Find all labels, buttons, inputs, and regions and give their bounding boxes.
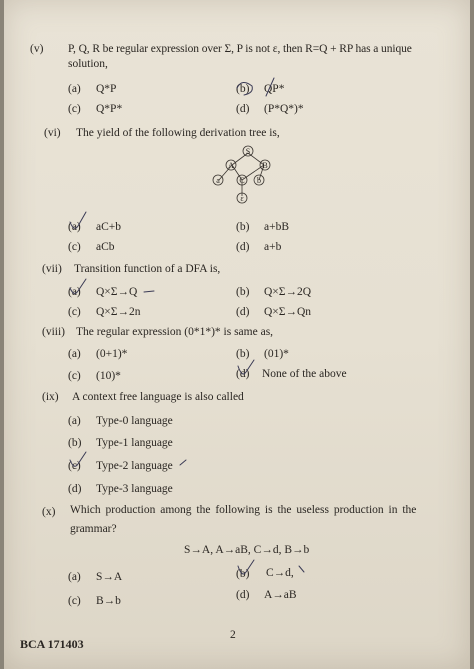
option-label: (d) — [236, 103, 250, 115]
exam-page — [4, 0, 470, 669]
option-text: None of the above — [262, 368, 347, 380]
option-text: Type-3 language — [96, 483, 173, 495]
option-label: (b) — [236, 568, 250, 580]
option-label: (a) — [68, 348, 81, 360]
tree-node-c: C — [239, 176, 245, 185]
question-number: (v) — [30, 43, 44, 55]
tree-leaf-a: a — [216, 176, 220, 185]
option-label: (b) — [236, 221, 250, 233]
option-text: a+bB — [264, 221, 290, 233]
option-label: (b) — [68, 437, 82, 449]
option-label: (d) — [68, 483, 82, 495]
option-text: a+b — [264, 241, 282, 253]
option-label: (b) — [236, 83, 250, 95]
question-stem: Which production among the following is the useless production in the — [70, 504, 417, 516]
option-label: (c) — [68, 595, 81, 607]
option-label: (c) — [68, 241, 81, 253]
option-label: (d) — [236, 241, 250, 253]
question-stem: A context free language is also called — [72, 391, 244, 403]
option-text: Type-2 language — [96, 460, 173, 472]
option-text: Q×Σ→2n — [96, 306, 141, 318]
option-label: (b) — [236, 348, 250, 360]
option-label: (a) — [68, 415, 81, 427]
tree-leaf-b: b — [257, 176, 261, 185]
option-label: (a) — [68, 83, 81, 95]
option-text: (P*Q*)* — [264, 103, 304, 115]
option-label: (d) — [236, 589, 250, 601]
option-label: (a) — [68, 221, 81, 233]
option-text: A→aB — [264, 589, 297, 601]
option-text: Type-0 language — [96, 415, 173, 427]
tree-leaf-epsilon: ε — [240, 194, 244, 203]
tree-node-right: B — [262, 161, 268, 170]
option-label: (d) — [236, 306, 250, 318]
option-label: (b) — [236, 286, 250, 298]
option-label: (a) — [68, 286, 81, 298]
question-stem-cont: solution, — [68, 58, 108, 70]
option-text: (0+1)* — [96, 348, 128, 360]
handwritten-marks — [4, 0, 470, 669]
option-text: Type-1 language — [96, 437, 173, 449]
question-number: (vii) — [42, 263, 62, 275]
option-text: S→A — [96, 571, 123, 583]
question-stem: P, Q, R be regular expression over Σ, P is not ε, then R=Q + RP has a unique — [68, 43, 412, 55]
option-text: Q*P* — [96, 103, 123, 115]
question-stem: The regular expression (0*1*)* is same as, — [76, 326, 274, 338]
tree-node-left: A — [228, 161, 234, 170]
page-number: 2 — [230, 629, 236, 641]
option-label: (c) — [68, 103, 81, 115]
option-text: QP* — [264, 83, 285, 95]
option-label: (c) — [68, 306, 81, 318]
option-text: Q*P — [96, 83, 117, 95]
question-number: (x) — [42, 506, 56, 518]
question-number: (viii) — [42, 326, 65, 338]
option-text: aCb — [96, 241, 115, 253]
option-text: B→b — [96, 595, 121, 607]
option-text: Q×Σ→Qn — [264, 306, 312, 318]
option-label: (d) — [236, 368, 250, 380]
question-stem-cont: grammar? — [70, 523, 117, 535]
option-label: (a) — [68, 571, 81, 583]
option-label: (c) — [68, 460, 81, 472]
option-text: Q×Σ→2Q — [264, 286, 312, 298]
option-text: aC+b — [96, 221, 122, 233]
option-text: Q×Σ→Q — [96, 286, 138, 298]
question-stem: The yield of the following derivation tree is, — [76, 127, 280, 139]
question-stem: Transition function of a DFA is, — [74, 263, 221, 275]
option-text: C→d, — [266, 567, 294, 579]
option-text: (01)* — [264, 348, 289, 360]
tree-node-root: S — [245, 147, 251, 156]
question-number: (ix) — [42, 391, 59, 403]
course-code: BCA 171403 — [20, 637, 84, 651]
question-number: (vi) — [44, 127, 61, 139]
option-label: (c) — [68, 370, 81, 382]
option-text: (10)* — [96, 370, 121, 382]
grammar-productions: S→A, A→aB, C→d, B→b — [184, 544, 310, 556]
